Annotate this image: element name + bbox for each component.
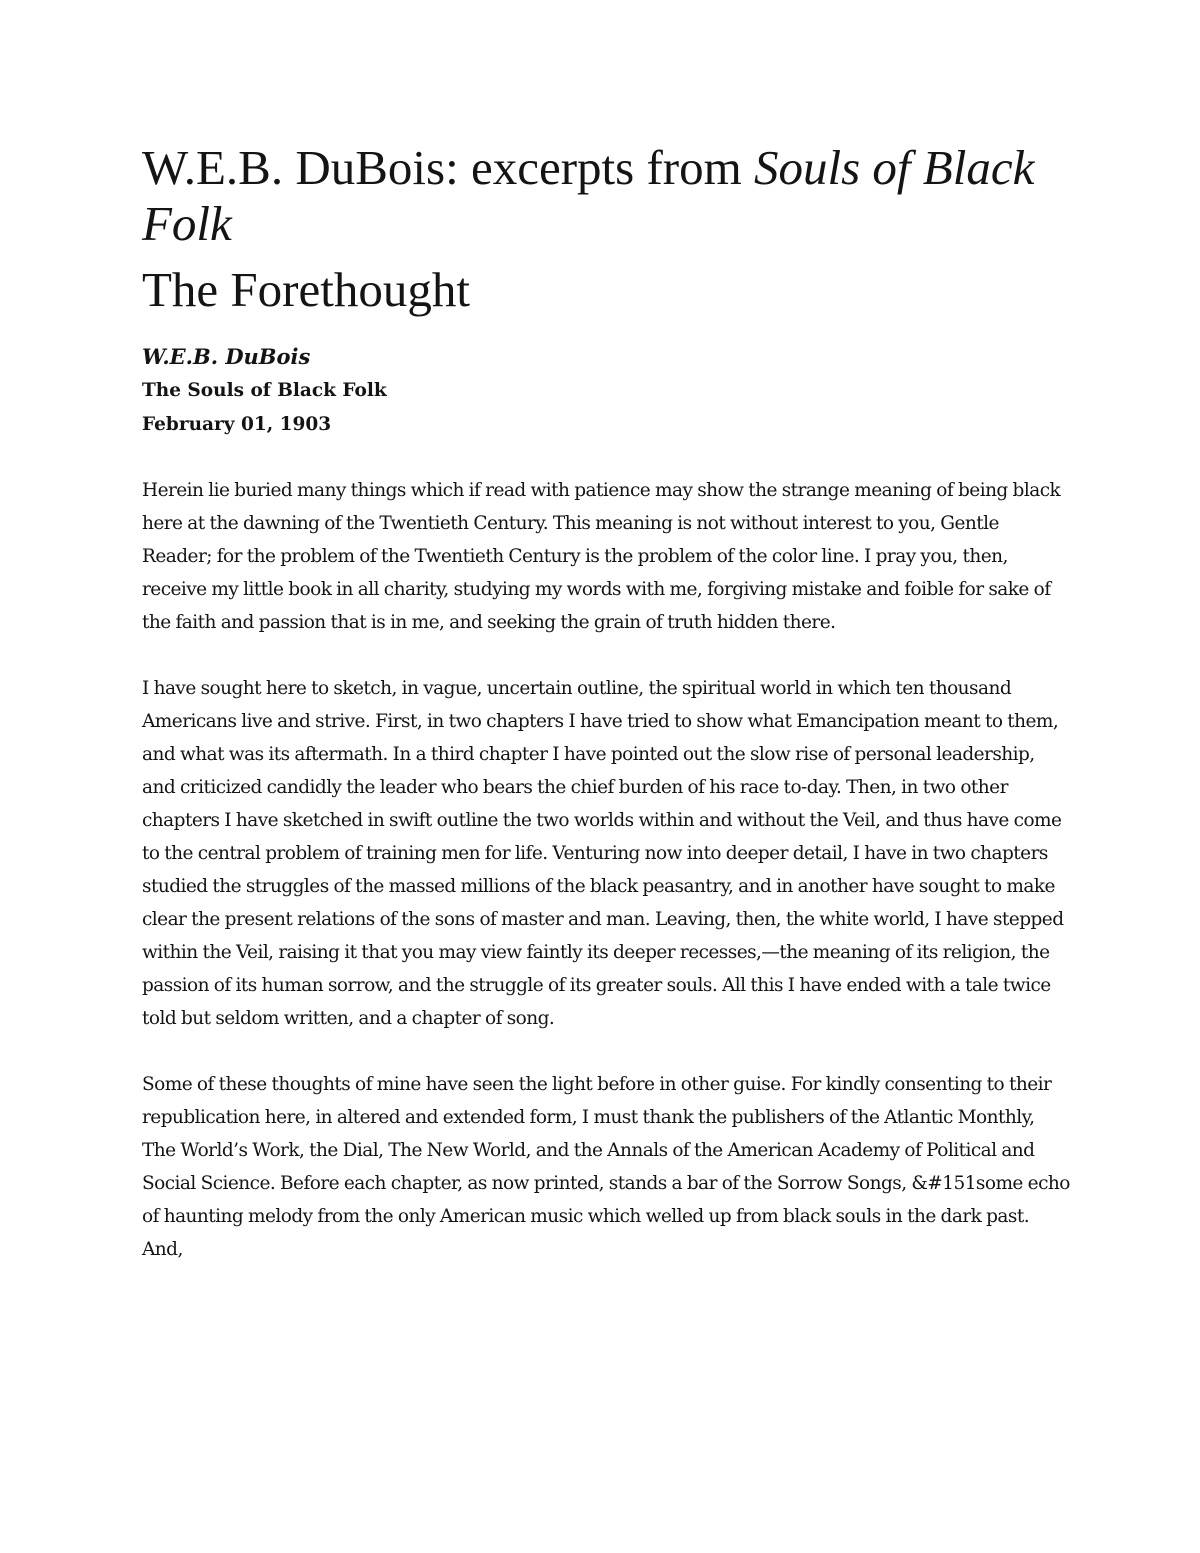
title-text: W.E.B. DuBois: excerpts from [142, 140, 754, 195]
paragraph-1: Herein lie buried many things which if read with patience may show the strange meaning of being black here at the dawning of the Twentieth Century. This meaning is not without interest to you, Gentle Reader; for the problem of the Twentieth Century is the problem of the color line. I pray you, then, receive my little book in all charity, studying my words with me, forgiving mistake and foible for sake of the faith and passion that is in me, and seeking the grain of truth hidden there. [142, 480, 1061, 633]
publication-date: February 01, 1903 [142, 414, 332, 435]
body-text [142, 474, 1072, 1266]
source-title: The Souls of Black Folk [142, 380, 387, 401]
author-name: W.E.B. DuBois [142, 344, 311, 369]
document-page [142, 140, 1072, 1299]
paragraph-3: Some of these thoughts of mine have seen the light before in other guise. For kindly consenting to their republication here, in altered and extended form, I must thank the publishers of the Atlantic Monthly, The World’s Work, the Dial, The New World, and the Annals of the American Academy of Political and Social Science. Before each chapter, as now printed, stands a bar of the Sorrow Songs, &#151some echo of haunting melody from the only American music which welled up from black souls in the dark past. And, [142, 1074, 1070, 1260]
document-title [142, 140, 1072, 252]
chapter-title: The Forethought [142, 262, 470, 317]
title-book-name: Souls of Black Folk [142, 140, 1035, 251]
byline [142, 340, 1072, 442]
paragraph-2: I have sought here to sketch, in vague, uncertain outline, the spiritual world in which ten thousand Americans live and strive. First, in two chapters I have tried to show what Emancipation meant to them, and what was its aftermath. In a third chapter I have pointed out the slow rise of personal leadership, and criticized candidly the leader who bears the chief burden of his race to-day. Then, in two other chapters I have sketched in swift outline the two worlds within and without the Veil, and thus have come to the central problem of training men for life. Venturing now into deeper detail, I have in two chapters studied the struggles of the massed millions of the black peasantry, and in another have sought to make clear the present relations of the sons of master and man. Leaving, then, the white world, I have stepped within the Veil, raising it that you may view faintly its deeper recesses,—the meaning of its religion, the passion of its human sorrow, and the struggle of its greater souls. All this I have ended with a tale twice told but seldom written, and a chapter of song. [142, 678, 1064, 1029]
